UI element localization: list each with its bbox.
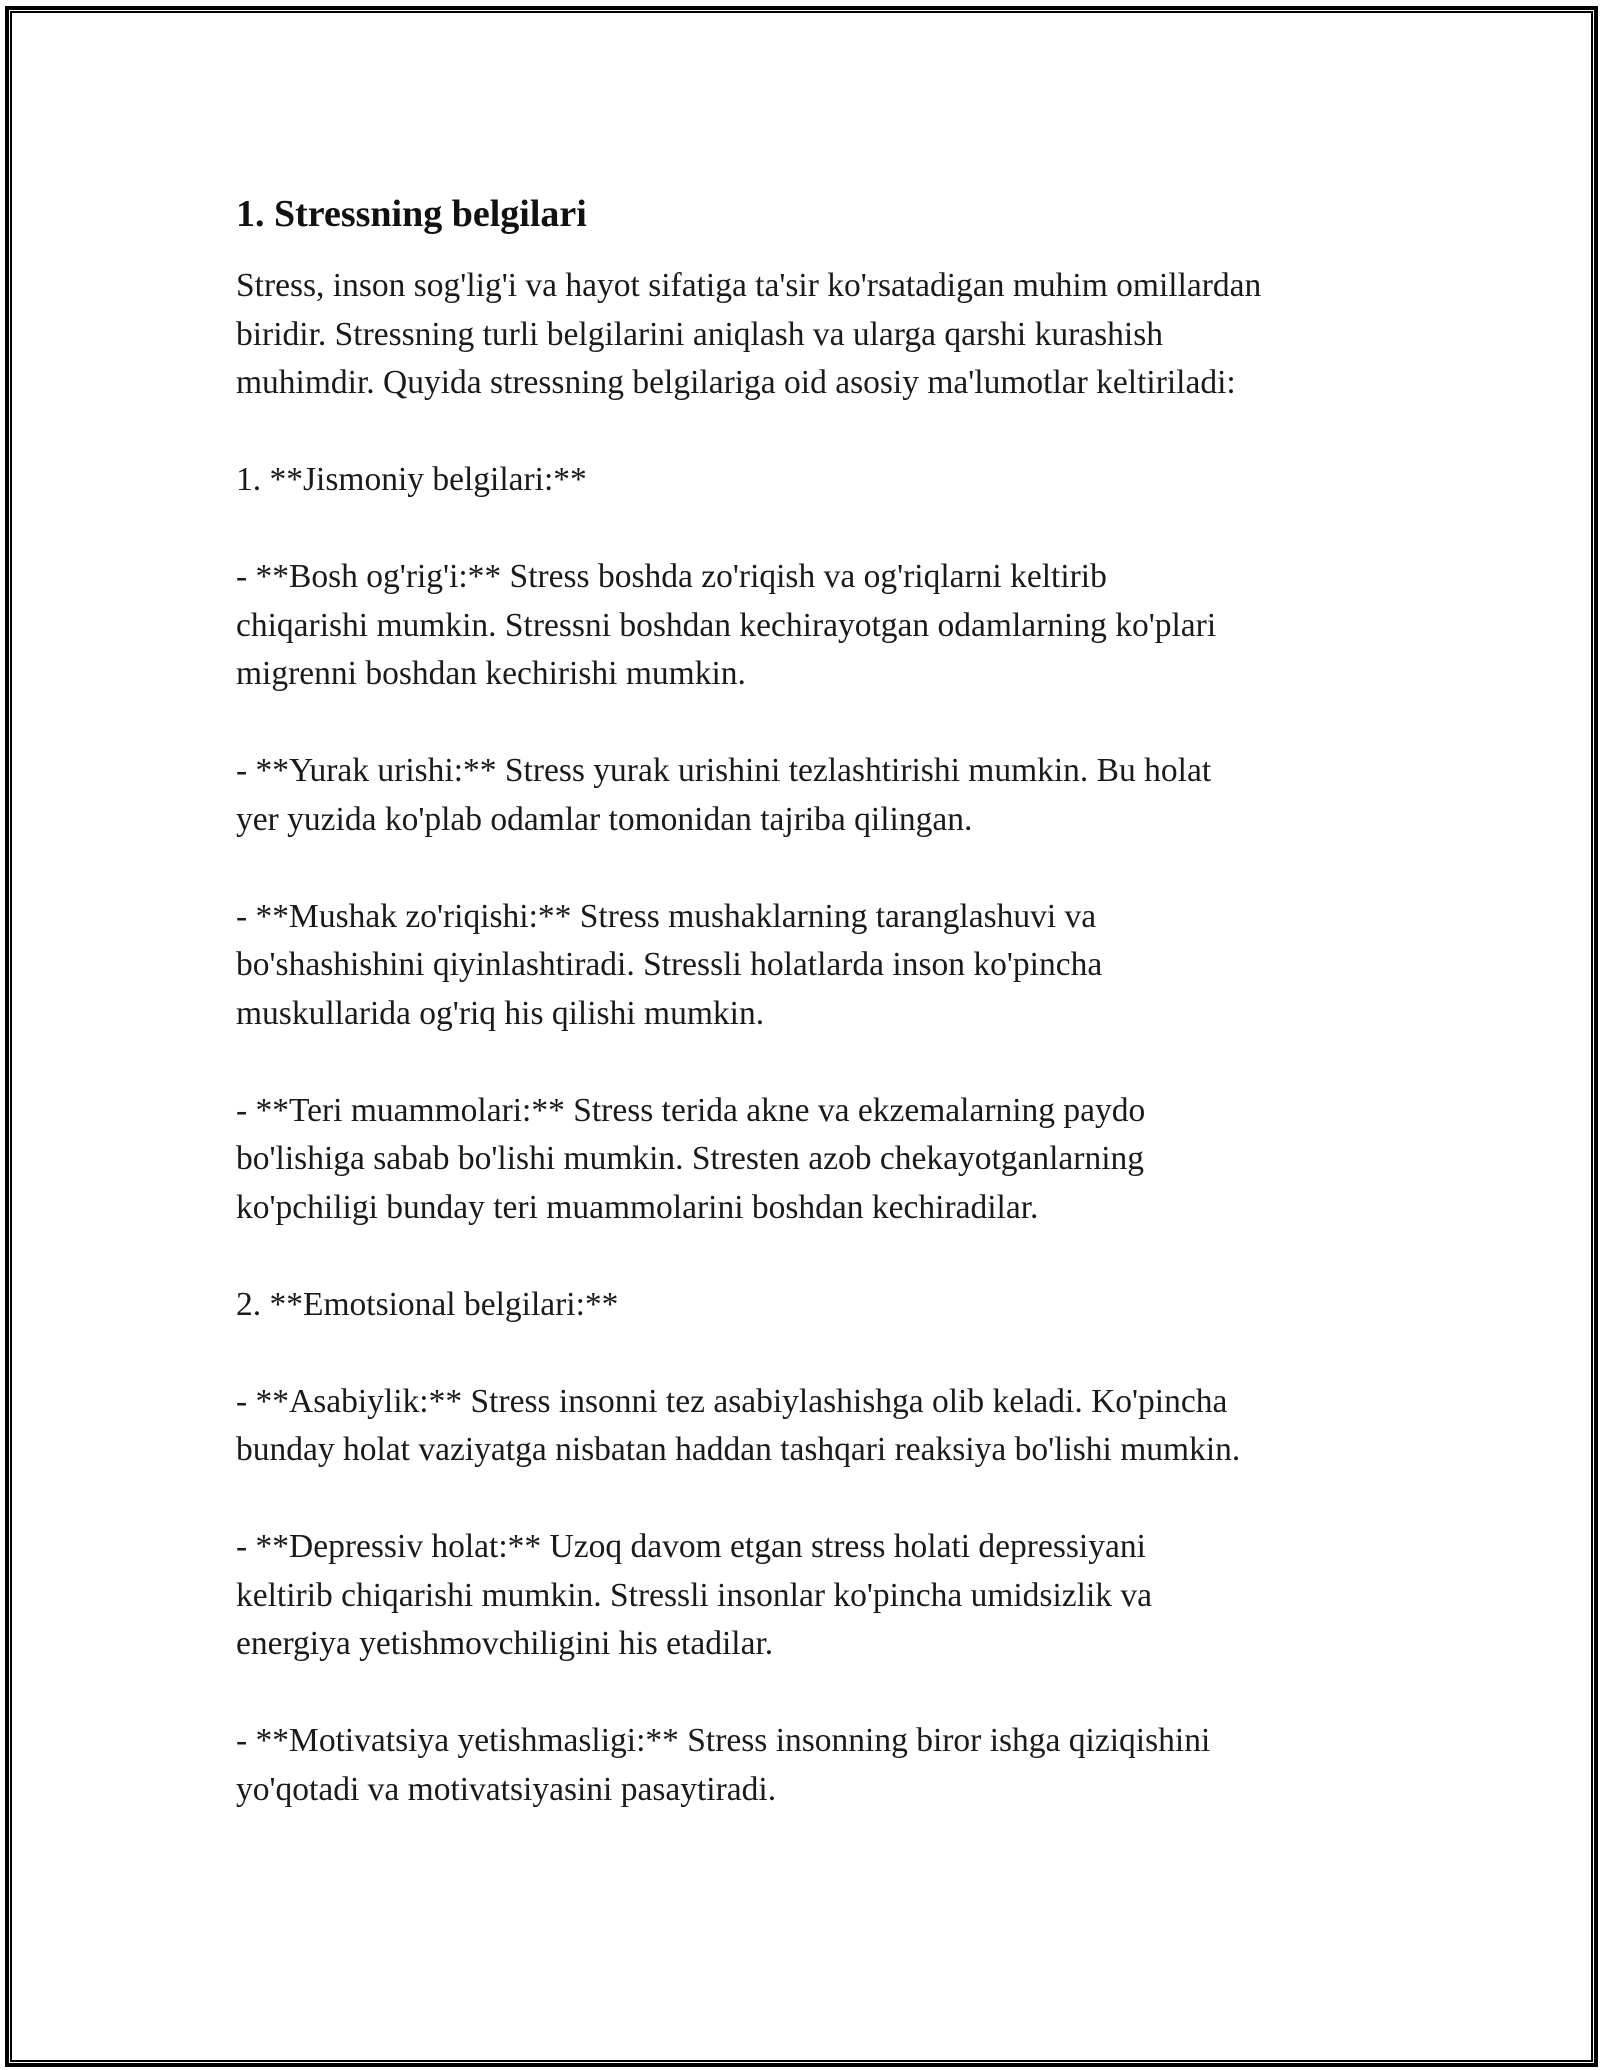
list-item-motivation: - **Motivatsiya yetishmasligi:** Stress insonning biror ishga qiziqishini yo'qotadi va motivatsiyasini pasaytiradi.	[236, 1722, 1211, 1808]
list-item-depression: - **Depressiv holat:** Uzoq davom etgan stress holati depressiyani keltirib chiqarishi mumkin. Stressli insonlar ko'pincha umidsizlik va energiya yetishmovchiligini his etadilar.	[236, 1528, 1152, 1662]
list-item-irritability: - **Asabiylik:** Stress insonni tez asabiylashishga olib keladi. Ko'pincha bunday holat vaziyatga nisbatan haddan tashqari reaksiya bo'lishi mumkin.	[236, 1382, 1241, 1468]
list-item-muscle-tension: - **Mushak zo'riqishi:** Stress mushaklarning taranglashuvi va bo'shashishini qiyinlashtiradi. Stressli holatlarda inson ko'pincha muskullarida og'riq his qilishi mumkin.	[236, 897, 1103, 1032]
list-heading-emotional: 2. **Emotsional belgilari:**	[236, 1285, 619, 1323]
list-item-heartbeat: - **Yurak urishi:** Stress yurak urishini tezlashtirishi mumkin. Bu holat yer yuzida ko'plab odamlar tomonidan tajriba qilingan.	[236, 752, 1212, 838]
list-item-skin-problems: - **Teri muammolari:** Stress terida akne va ekzemalarning paydo bo'lishiga sabab bo'lishi mumkin. Stresten azob chekayotganlarning ko'pchiligi bunday teri muammolarini boshdan kechiradilar.	[236, 1091, 1146, 1226]
intro-paragraph: Stress, inson sog'lig'i va hayot sifatiga ta'sir ko'rsatadigan muhim omillardan biridir. Stressning turli belgilarini aniqlash va ularga qarshi kurashish muhimdir. Quyida stressning belgilariga oid asosiy ma'lumotlar keltiriladi:	[236, 267, 1262, 401]
section-title: 1. Stressning belgilari	[236, 193, 587, 235]
list-item-headache: - **Bosh og'rig'i:** Stress boshda zo'riqish va og'riqlarni keltirib chiqarishi mumkin. Stressni boshdan kechirayotgan odamlarning ko'plari migrenni boshdan kechirishi mumkin.	[236, 558, 1217, 692]
document-body	[236, 190, 1386, 1814]
list-heading-physical: 1. **Jismoniy belgilari:**	[236, 461, 587, 498]
